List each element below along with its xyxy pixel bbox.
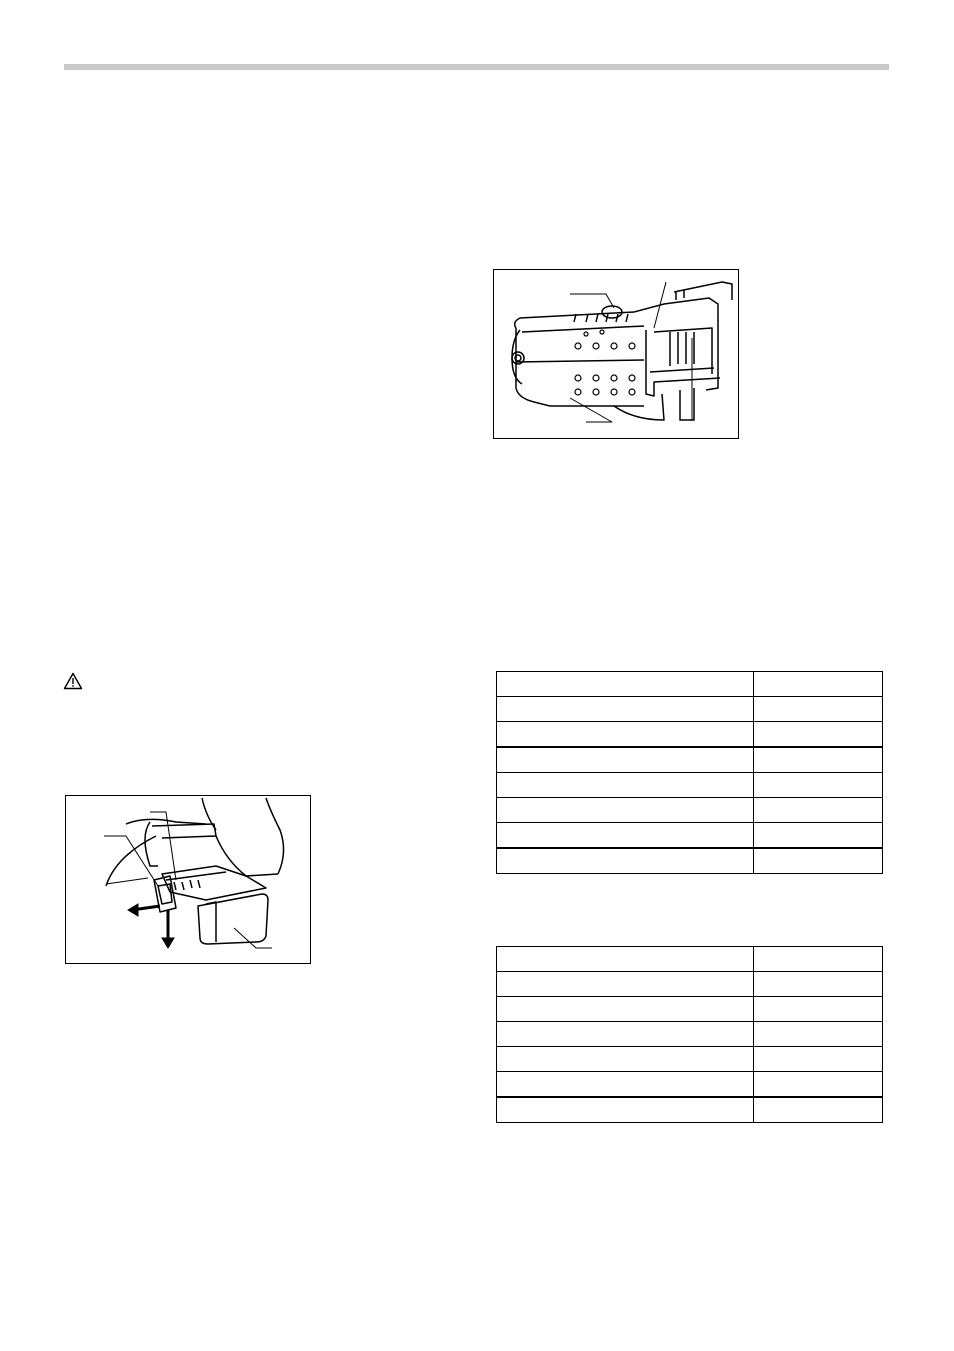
table-cell [497, 947, 754, 972]
table-row [497, 1072, 883, 1098]
table-cell [754, 697, 883, 722]
spec-table-2 [496, 946, 883, 1123]
table-cell [497, 1097, 754, 1123]
table-row [497, 773, 883, 798]
table-row [497, 1047, 883, 1072]
table-cell [754, 672, 883, 697]
battery-removal-figure [65, 795, 311, 964]
table-cell [497, 697, 754, 722]
spec-table-2-body [497, 947, 883, 1123]
table-cell [497, 997, 754, 1022]
table-row [497, 798, 883, 823]
table-cell [754, 747, 883, 773]
table-row [497, 697, 883, 722]
caution-triangle-icon [63, 672, 83, 690]
spec-table-1-body [497, 672, 883, 874]
table-cell [754, 997, 883, 1022]
table-cell [754, 798, 883, 823]
table-cell [754, 773, 883, 798]
screw-guide-figure [493, 269, 739, 439]
table-row [497, 947, 883, 972]
table-row [497, 1022, 883, 1047]
table-row [497, 972, 883, 997]
table-cell [754, 722, 883, 748]
table-cell [497, 972, 754, 997]
table-cell [497, 823, 754, 849]
table-row [497, 672, 883, 697]
table-cell [754, 1097, 883, 1123]
table-cell [754, 1047, 883, 1072]
table-cell [754, 1072, 883, 1098]
table-cell [497, 773, 754, 798]
table-row [497, 997, 883, 1022]
table-cell [497, 747, 754, 773]
table-cell [754, 1022, 883, 1047]
table-cell [754, 972, 883, 997]
screw-guide-illustration [494, 270, 737, 437]
table-cell [754, 823, 883, 849]
table-row [497, 1097, 883, 1123]
table-cell [754, 848, 883, 874]
table-cell [497, 798, 754, 823]
spec-table-1 [496, 671, 883, 874]
header-rule [64, 64, 889, 70]
table-row [497, 848, 883, 874]
table-cell [497, 1072, 754, 1098]
table-cell [754, 947, 883, 972]
table-row [497, 722, 883, 748]
table-cell [497, 722, 754, 748]
table-row [497, 747, 883, 773]
table-cell [497, 848, 754, 874]
table-cell [497, 1047, 754, 1072]
table-cell [497, 1022, 754, 1047]
battery-removal-illustration [66, 796, 309, 962]
table-cell [497, 672, 754, 697]
table-row [497, 823, 883, 849]
